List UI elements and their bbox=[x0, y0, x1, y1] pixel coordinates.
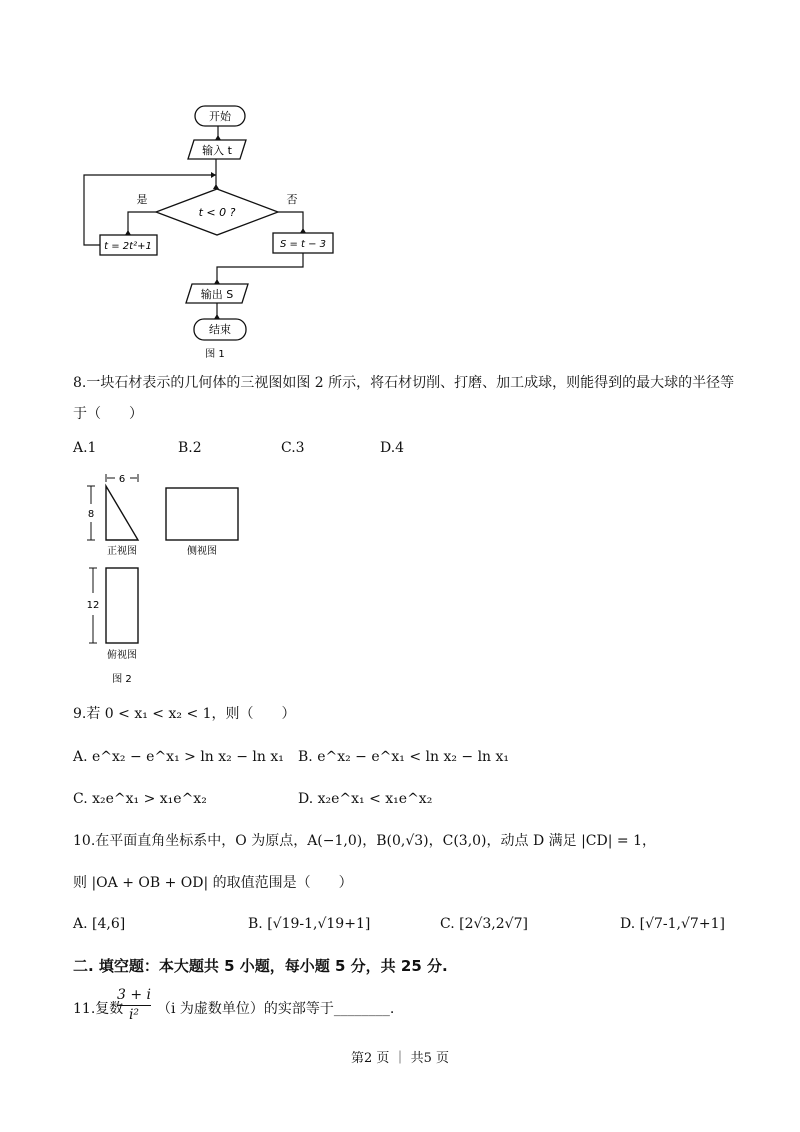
q10-text-line2: 则 |OA + OB + OD| 的取值范围是（ ） bbox=[73, 875, 353, 891]
q9-text: 9.若 0 < x₁ < x₂ < 1，则（ ） bbox=[73, 706, 296, 722]
q8-text-line2: 于（ ） bbox=[73, 406, 143, 422]
q9-option-c: C. x₂e^x₁ > x₁e^x₂ bbox=[73, 791, 207, 807]
q9-option-d: D. x₂e^x₁ < x₁e^x₂ bbox=[298, 791, 433, 807]
flow-input-label: 输入 t bbox=[202, 144, 232, 157]
q10-option-a: A. [4,6] bbox=[73, 916, 126, 932]
fig2-dim-depth: 12 bbox=[86, 600, 100, 611]
flow-right-box-label: S = t − 3 bbox=[279, 239, 327, 250]
q11-suffix: （i 为虚数单位）的实部等于________. bbox=[157, 1001, 395, 1017]
flow-yes-label: 是 bbox=[136, 193, 148, 206]
section2-title: 二. 填空题：本大题共 5 小题，每小题 5 分，共 25 分. bbox=[73, 957, 448, 975]
fig2-top-label: 俯视图 bbox=[107, 650, 137, 661]
flowchart-figure bbox=[70, 95, 340, 365]
q11-numerator: 3 + i bbox=[117, 986, 151, 1006]
q8-option-b: B.2 bbox=[178, 440, 202, 456]
q8-option-a: A.1 bbox=[73, 440, 97, 456]
fig2-dim-width: 6 bbox=[118, 474, 126, 485]
q10-option-c: C. [2√3,2√7] bbox=[440, 916, 528, 932]
q10-option-b: B. [√19-1,√19+1] bbox=[248, 916, 371, 932]
q10-text-line1: 10.在平面直角坐标系中，O 为原点，A(−1,0)，B(0,√3)，C(3,0)，动点 D 满足 |CD| = 1， bbox=[73, 833, 657, 849]
flow-caption: 图 1 bbox=[205, 349, 225, 360]
flow-start-label: 开始 bbox=[209, 110, 231, 123]
q9-option-a: A. e^x₂ − e^x₁ > ln x₂ − ln x₁ bbox=[73, 749, 284, 765]
three-view-figure bbox=[80, 468, 260, 693]
q11-fraction bbox=[117, 986, 151, 1024]
q8-text-line1: 8.一块石材表示的几何体的三视图如图 2 所示，将石材切削、打磨、加工成球，则能得到的最大球的半径等 bbox=[73, 375, 735, 391]
flow-left-box-label: t = 2t²+1 bbox=[104, 241, 152, 252]
page-footer: 第2 页 ｜ 共5 页 bbox=[350, 1051, 450, 1066]
fig2-front-label: 正视图 bbox=[107, 546, 137, 557]
q9-option-b: B. e^x₂ − e^x₁ < ln x₂ − ln x₁ bbox=[298, 749, 510, 765]
fig2-dim-height: 8 bbox=[87, 509, 95, 520]
q10-option-d: D. [√7-1,√7+1] bbox=[620, 916, 725, 932]
fig2-caption: 图 2 bbox=[112, 674, 132, 685]
q8-option-c: C.3 bbox=[281, 440, 305, 456]
fig2-side-label: 侧视图 bbox=[187, 546, 217, 557]
q11-prefix: 11.复数 bbox=[73, 1001, 124, 1017]
q8-option-d: D.4 bbox=[380, 440, 405, 456]
flow-no-label: 否 bbox=[286, 193, 298, 206]
flow-condition-label: t < 0 ? bbox=[198, 206, 236, 219]
q11-denominator: i² bbox=[128, 1007, 140, 1023]
flow-output-label: 输出 S bbox=[200, 288, 234, 301]
flow-end-label: 结束 bbox=[209, 323, 231, 336]
